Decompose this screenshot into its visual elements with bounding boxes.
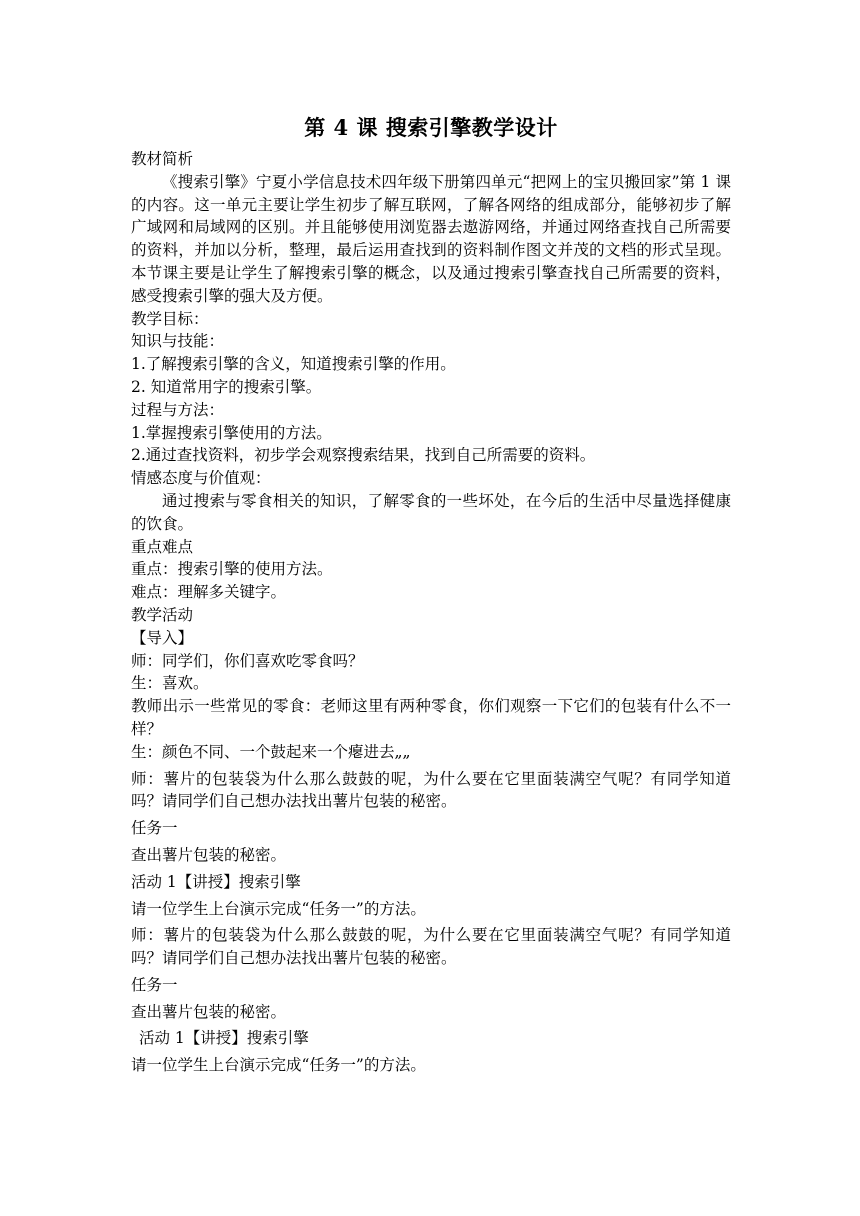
document-page	[131, 112, 731, 1077]
section-introduction: 【导入】	[131, 628, 194, 647]
dialogue-line: 生：喜欢。	[131, 674, 209, 693]
heading-key-difficult-points: 重点难点	[131, 537, 194, 556]
activity-description: 请一位学生上台演示完成“任务一”的方法。	[131, 1056, 426, 1075]
task-heading: 任务一	[131, 975, 178, 994]
heading-knowledge-skills: 知识与技能：	[131, 332, 225, 351]
dialogue-line: 师：同学们，你们喜欢吃零食吗？	[131, 651, 364, 670]
heading-teaching-activities: 教学活动	[131, 605, 194, 624]
attitude-paragraph: 通过搜索与零食相关的知识，了解零食的一些坏处，在今后的生活中尽量选择健康的饮食。	[131, 491, 731, 533]
textbook-analysis-paragraph: 《搜索引擎》宁夏小学信息技术四年级下册第四单元“把网上的宝贝搬回家”第 1 课的内容。这一单元主要让学生初步了解互联网，了解各网络的组成部分，能够初步了解广域网和局域网的区别。并且能够使用浏览器去遨游网络，并通过网络查找自己所需要的资料，并加以分析，整理，最后运用查找到的资料制作图文并茂的文档的形式呈现。本节课主要是让学生了解搜索引擎的概念，以及通过搜索引擎查找自己所需要的资料，感受搜索引擎的强大及方便。	[131, 172, 731, 305]
goal-item: 2. 知道常用字的搜索引擎。	[131, 377, 322, 396]
difficult-point: 难点：理解多关键字。	[131, 583, 287, 602]
task-heading: 任务一	[131, 819, 178, 838]
goal-item: 1.了解搜索引擎的含义，知道搜索引擎的作用。	[131, 355, 456, 374]
dialogue-paragraph: 师：薯片的包装袋为什么那么鼓鼓的呢，为什么要在它里面装满空气呢？有同学知道吗？请同学们自己想办法找出薯片包装的秘密。	[131, 926, 731, 968]
heading-teaching-goals: 教学目标：	[131, 309, 209, 328]
dialogue-paragraph: 教师出示一些常见的零食：老师这里有两种零食，你们观察一下它们的包装有什么不一样？	[131, 697, 731, 738]
method-item: 1.掌握搜索引擎使用的方法。	[131, 423, 332, 442]
heading-attitude-values: 情感态度与价值观：	[131, 469, 271, 488]
activity-description: 请一位学生上台演示完成“任务一”的方法。	[131, 899, 426, 918]
activity-heading: 活动 1【讲授】搜索引擎	[139, 1029, 309, 1048]
heading-process-methods: 过程与方法：	[131, 400, 225, 419]
method-item: 2.通过查找资料，初步学会观察搜索结果，找到自己所需要的资料。	[131, 446, 596, 465]
activity-heading: 活动 1【讲授】搜索引擎	[131, 872, 301, 891]
heading-textbook-analysis: 教材简析	[131, 150, 194, 168]
key-point: 重点：搜索引擎的使用方法。	[131, 560, 333, 579]
task-description: 查出薯片包装的秘密。	[131, 1002, 287, 1021]
dialogue-line: 生：颜色不同、一个鼓起来一个瘪进去„„	[131, 742, 411, 761]
dialogue-paragraph: 师：薯片的包装袋为什么那么鼓鼓的呢，为什么要在它里面装满空气呢？有同学知道吗？请同学们自己想办法找出薯片包装的秘密。	[131, 769, 731, 811]
document-title: 第 4 课 搜索引擎教学设计	[304, 115, 558, 140]
task-description: 查出薯片包装的秘密。	[131, 845, 287, 864]
